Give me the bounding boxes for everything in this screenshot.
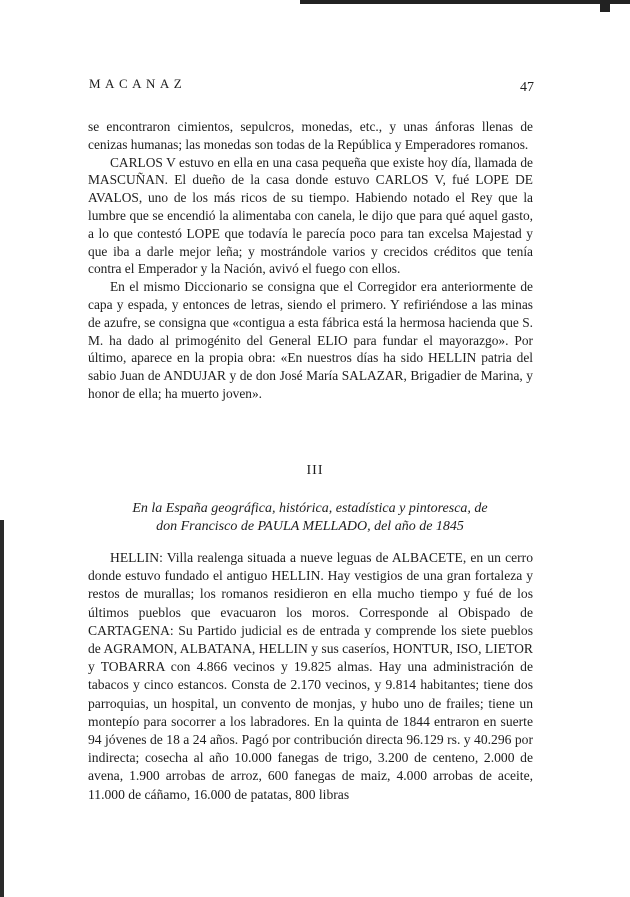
paragraph: CARLOS V estuvo en ella en una casa pequeña que existe hoy día, llamada de MASCUÑAN. El dueño de la casa donde estuvo CARLOS V, fué LOPE DE AVALOS, uno de los más ricos de su tiempo. Habiendo notado el Rey que la lumbre que se encendió la alimentaba con canela, le dijo que para qué aquel gasto, a lo que contestó LOPE que todavía le parecía poco para tan excelsa Majestad y que iba a darle mejor leña; y mostrándole varios y crecidos créditos que tenía contra el Emperador y la Nación, avivó el fuego con ellos. — [88, 154, 533, 277]
paragraph: En el mismo Diccionario se consigna que el Corregidor era anteriormente de capa y espada, y entonces de letras, siendo el primero. Y refiriéndose a las minas de azufre, se consigna que «contigua a esta fábrica está la hermosa hacienda que S. M. ha dado al primogénito del General ELIO para fundar el mayorazgo». Por último, aparece en la propia obra: «En nuestros días ha sido HELLIN patria del sabio Juan de ANDUJAR y de don José María SALAZAR, Brigadier de Marina, y honor de ella; ha muerto joven». — [88, 279, 533, 401]
scan-border-mark — [600, 0, 610, 12]
subtitle-line: En la España geográfica, histórica, estadística y pintoresca, de — [132, 501, 488, 516]
scan-border-top — [300, 0, 630, 4]
subtitle-line: don Francisco de PAULA MELLADO, del año de 1845 — [156, 519, 464, 534]
section-number: III — [306, 463, 324, 478]
paragraph: HELLIN: Villa realenga situada a nueve leguas de ALBACETE, en un cerro donde estuvo fundado el antiguo HELLIN. Hay vestigios de una gran fortaleza y restos de murallas; los romanos residieron en ella mucho tiempo y fué de los últimos pueblos que evacuaron los moros. Corresponde al Obispado de CARTAGENA: Su Partido judicial es de entrada y comprende los siete pueblos de AGRAMON, ALBATANA, HELLIN y sus caseríos, HONTUR, ISO, LIETOR y TOBARRA con 4.866 vecinos y 19.825 almas. Hay una administración de tabacos y cinco estancos. Consta de 2.170 vecinos, y 9.814 habitantes; tiene dos parroquias, un hospital, un convento de monjas, y hubo uno de frailes; tiene un montepío para socorrer a los labradores. En la quinta de 1844 entraron en suerte 94 jóvenes de 18 a 24 años. Pagó por contribución directa 96.129 rs. y 40.296 por indirecta; cosecha al año 10.000 fanegas de trigo, 3.200 de centeno, 2.000 de avena, 1.900 arrobas de arroz, 600 fanegas de maiz, 4.000 arrobas de aceite, 11.000 de cáñamo, 16.000 de patatas, 800 libras — [88, 550, 533, 802]
paragraph: se encontraron cimientos, sepulcros, monedas, etc., y unas ánforas llenas de cenizas humanas; las monedas son todas de la República y Emperadores romanos. — [88, 119, 533, 152]
scan-border-left — [0, 520, 4, 897]
text-block-lower — [88, 549, 533, 804]
text-block-upper — [88, 118, 533, 403]
page-number: 47 — [520, 80, 534, 95]
section-subtitle — [100, 500, 520, 536]
running-head: MACANAZ — [89, 76, 187, 91]
